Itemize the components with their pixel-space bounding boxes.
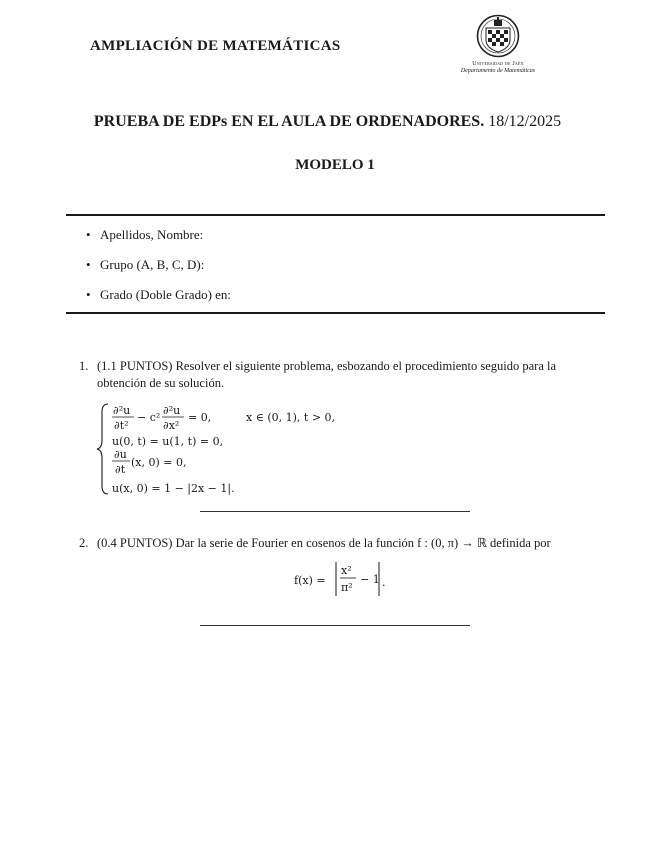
- eq3-tail: (x, 0) = 0,: [131, 456, 187, 469]
- exam-model: MODELO 1: [295, 157, 375, 173]
- question-2-formula: [290, 558, 400, 602]
- bottom-rule: [66, 312, 605, 314]
- bullet-icon: •: [86, 257, 91, 272]
- question-1-number: 1.: [79, 359, 89, 373]
- exam-title-text: PRUEBA DE EDPs EN EL AULA DE ORDENADORES.: [93, 113, 485, 130]
- field-name-label: Apellidos, Nombre:: [100, 227, 204, 242]
- department-name: Departamento de Matemáticas: [460, 68, 536, 74]
- exam-title: [0, 113, 655, 131]
- frac-denominator-t: ∂t²: [114, 419, 129, 432]
- question-1-text: (1.1 PUNTOS) Resolver el siguiente problema, esbozando el procedimiento seguido para la obtención de su solución.: [97, 359, 557, 390]
- question-2-text: (0.4 PUNTOS) Dar la serie de Fourier en cosenos de la función f : (0, π) → ℝ definida por: [97, 536, 551, 550]
- minus-one: − 1: [360, 573, 380, 586]
- frac-du: ∂u: [114, 448, 127, 461]
- eq1-domain: x ∈ (0, 1), t > 0,: [246, 411, 336, 424]
- field-degree-label: Grado (Doble Grado) en:: [100, 287, 232, 302]
- field-group-label: Grupo (A, B, C, D):: [100, 257, 205, 272]
- eq1-rhs: = 0,: [188, 411, 212, 424]
- university-seal-icon: [476, 14, 520, 58]
- frac-denominator-x: ∂x²: [163, 419, 180, 432]
- separator-1: [200, 511, 470, 512]
- frac-x2: x²: [341, 564, 352, 577]
- university-logo: [456, 14, 540, 74]
- exam-date: 18/12/2025: [488, 113, 562, 130]
- field-name: [86, 227, 203, 243]
- university-name: Universidad de Jaén: [472, 61, 524, 67]
- field-degree: [86, 287, 231, 303]
- field-group: [86, 257, 204, 273]
- eq2: u(0, t) = u(1, t) = 0,: [112, 435, 224, 448]
- question-2: [79, 535, 607, 552]
- bullet-icon: •: [86, 227, 91, 242]
- question-1-system: [96, 400, 396, 500]
- separator-2: [200, 625, 470, 626]
- eq4: u(x, 0) = 1 − |2x − 1|.: [112, 482, 235, 495]
- formula-period: .: [382, 576, 386, 589]
- frac-numerator-t: ∂²u: [113, 404, 131, 417]
- formula-lhs: f(x) =: [294, 574, 326, 587]
- bullet-icon: •: [86, 287, 91, 302]
- question-1: [79, 358, 607, 392]
- frac-dt: ∂t: [115, 463, 126, 476]
- frac-numerator-x: ∂²u: [163, 404, 181, 417]
- top-rule: [66, 214, 605, 216]
- frac-pi2: π²: [341, 581, 353, 594]
- minus-c2: − c²: [137, 411, 161, 424]
- course-title: AMPLIACIÓN DE MATEMÁTICAS: [90, 38, 341, 54]
- question-2-number: 2.: [79, 536, 89, 550]
